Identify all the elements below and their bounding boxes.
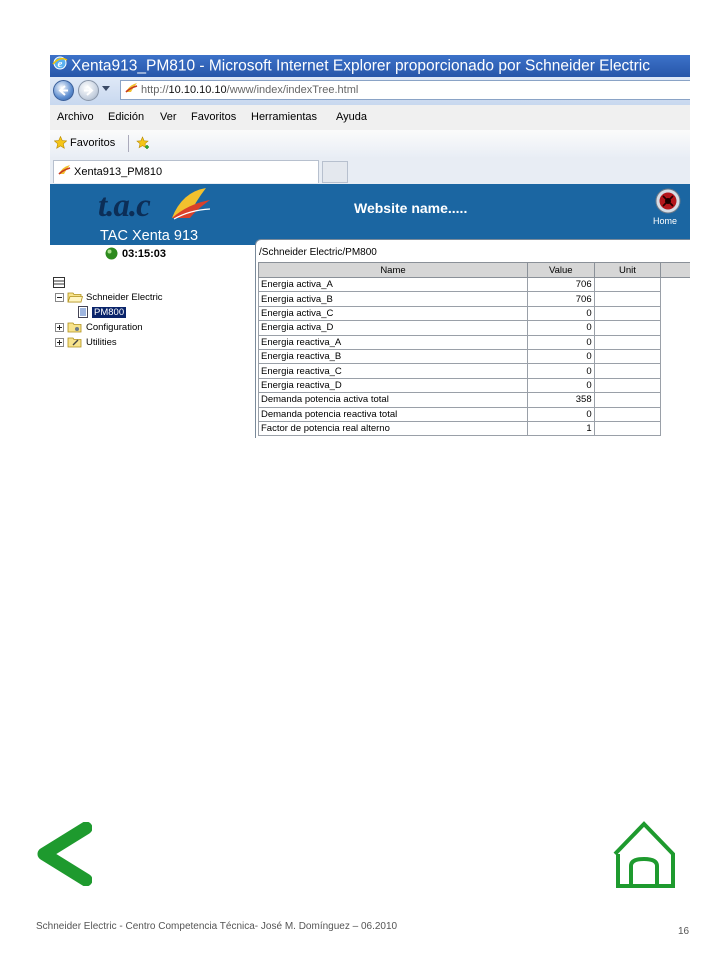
table-row [259,278,691,292]
window-titlebar [50,55,690,77]
cell-value: 0 [527,335,594,349]
column-header-name: Name [259,263,528,278]
cell-value: 0 [527,378,594,392]
cell-value: 0 [527,364,594,378]
tree-node-pm800[interactable] [77,306,126,318]
cell-name: Energia activa_B [259,292,528,306]
folder-icon [67,321,83,333]
tree-node-schneider[interactable] [55,291,163,303]
tree-label-configuration: Configuration [86,321,143,333]
tree-label-pm800: PM800 [94,306,125,318]
cell-unit [594,306,661,320]
cell-value: 0 [527,321,594,335]
new-tab-button[interactable] [322,161,348,183]
table-row [259,292,691,306]
star-icon [54,136,67,149]
cell-name: Energia activa_C [259,306,528,320]
cell-unit [594,378,661,392]
collapse-icon [55,293,64,302]
breadcrumb: /Schneider Electric/PM800 [259,247,377,258]
favorites-label: Favoritos [70,136,116,149]
tree-root-node[interactable] [53,277,65,288]
cell-unit [594,421,661,435]
clock-time: 03:15:03 [122,247,167,260]
tac-favicon-icon [125,81,138,99]
history-dropdown-button[interactable] [102,86,110,91]
url-path: /www/index/indexTree.html [226,84,359,96]
cell-unit [594,278,661,292]
url-prefix: http:// [141,84,169,96]
ie-logo-icon [52,55,68,78]
column-header-unit: Unit [594,263,661,278]
cell-name: Energia reactiva_C [259,364,528,378]
cell-name: Energia reactiva_A [259,335,528,349]
forward-button[interactable] [78,80,99,101]
cell-value: 1 [527,421,594,435]
tac-favicon-icon [58,161,71,183]
browser-screenshot [50,55,690,438]
cell-unit [594,349,661,363]
cell-name: Energia reactiva_D [259,378,528,392]
cell-unit [594,407,661,421]
favorites-bar [50,130,690,158]
menu-herramientas[interactable]: Herramientas [251,111,318,123]
tab-label: Xenta913_PM810 [74,166,163,178]
table-row [259,393,691,407]
tree-node-utilities[interactable] [55,336,117,348]
cell-unit [594,364,661,378]
table-row [259,407,691,421]
cell-value: 706 [527,292,594,306]
document-icon [77,306,89,318]
slide-footer: Schneider Electric - Centro Competencia Técnica- José M. Domínguez – 06.2010 [36,921,398,932]
home-button[interactable] [655,188,681,219]
cell-name: Factor de potencia real alterno [259,421,528,435]
cell-name: Demanda potencia activa total [259,393,528,407]
address-input[interactable] [120,80,690,100]
home-icon [612,821,676,889]
values-table [258,262,690,436]
url-host: 10.10.10.10 [168,84,227,96]
table-row [259,349,691,363]
menu-favoritos[interactable]: Favoritos [191,111,237,123]
table-row [259,306,691,320]
table-row [259,364,691,378]
favorites-button[interactable] [54,136,115,149]
site-subtitle: TAC Xenta 913 [100,228,199,244]
site-header [50,184,690,245]
cell-name: Energia reactiva_B [259,349,528,363]
column-header-value: Value [527,263,594,278]
home-label[interactable]: Home [653,216,678,226]
arrow-left-icon [58,85,69,96]
logo-text: t.a.c [98,188,150,224]
expand-icon [55,323,64,332]
menu-edicion[interactable]: Edición [108,111,145,123]
add-star-icon [136,136,150,150]
tac-logo [98,186,213,231]
menu-archivo[interactable]: Archivo [57,111,94,123]
chevron-left-icon [34,822,92,886]
address-toolbar [50,77,690,106]
table-row [259,421,691,435]
cell-name: Energia activa_A [259,278,528,292]
back-button[interactable] [53,80,74,101]
tree-label-schneider: Schneider Electric [86,291,163,303]
expand-icon [55,338,64,347]
cell-value: 358 [527,393,594,407]
cell-unit [594,292,661,306]
cell-unit [594,393,661,407]
tree-label-utilities: Utilities [86,336,117,348]
cell-value: 0 [527,349,594,363]
utilities-folder-icon [67,336,83,348]
menu-ver[interactable]: Ver [160,111,177,123]
table-row [259,321,691,335]
toolbar-separator [128,135,129,152]
cell-unit [594,321,661,335]
cell-name: Energia activa_D [259,321,528,335]
table-row [259,335,691,349]
browser-tab[interactable] [53,160,319,183]
website-name: Website name..... [354,200,468,216]
clock [105,247,166,260]
cell-value: 0 [527,306,594,320]
add-favorite-button[interactable] [136,136,150,153]
menu-bar [50,105,690,131]
tree-node-configuration[interactable] [55,321,143,333]
menu-ayuda[interactable]: Ayuda [336,111,367,123]
home-bug-icon [655,188,681,214]
computer-icon [53,277,65,288]
tab-bar [50,157,690,185]
home-slide-button[interactable] [612,821,676,894]
status-dot-icon [105,247,118,260]
content-panel [255,239,690,438]
cell-value: 706 [527,278,594,292]
cell-name: Demanda potencia reactiva total [259,407,528,421]
svg-text:e: e [57,58,63,70]
cell-unit [594,335,661,349]
page-number: 16 [678,926,690,937]
column-header-filler [661,263,690,278]
cell-value: 0 [527,407,594,421]
arrow-right-icon [83,85,94,96]
back-slide-button[interactable] [34,822,92,891]
window-title: Xenta913_PM810 - Microsoft Internet Explorer proporcionado por Schneider Electric [71,57,650,75]
table-row [259,378,691,392]
folder-open-icon [67,291,83,303]
